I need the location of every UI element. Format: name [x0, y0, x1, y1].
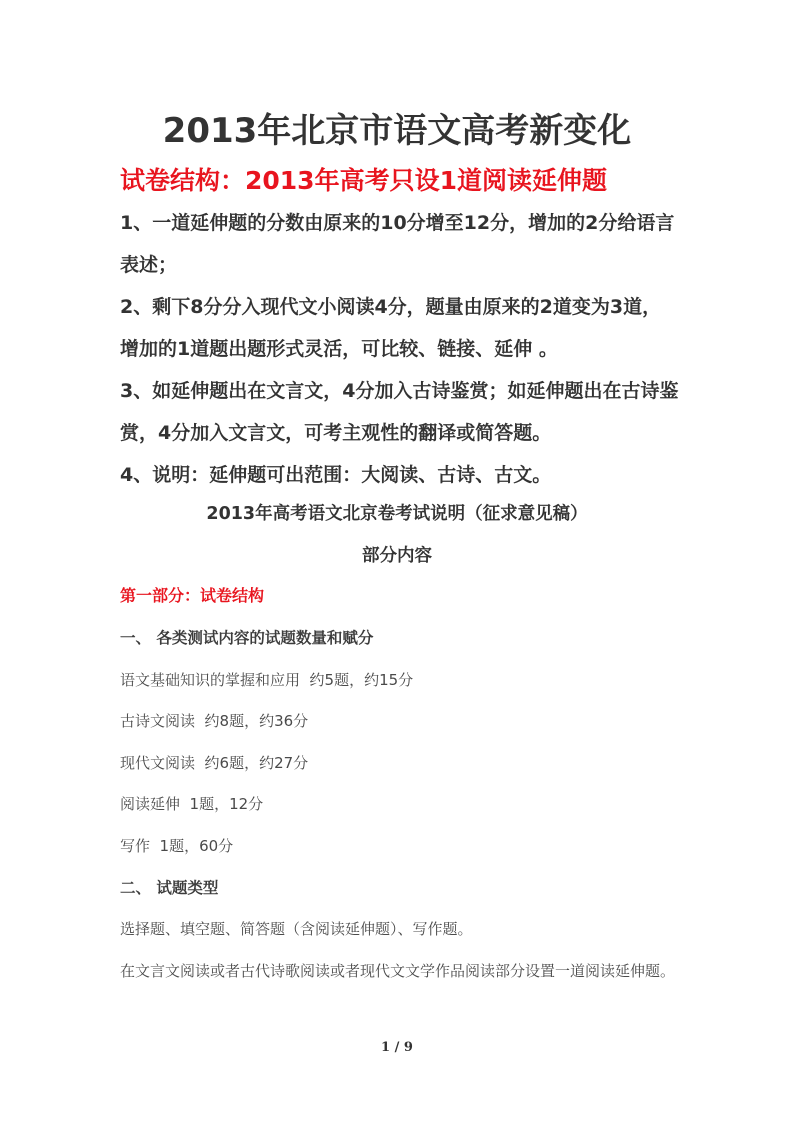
intro-item-1: 1、一道延伸题的分数由原来的10分增至12分，增加的2分给语言表述； [120, 212, 675, 276]
intro-item-3: 3、如延伸题出在文言文，4分加入古诗鉴赏；如延伸题出在古诗鉴赏，4分加入文言文，可考主观性的翻译或简答题。 [120, 380, 679, 444]
section1-line-5: 写作 1题，60分 [120, 837, 234, 855]
section1-line-4: 阅读延伸 1题，12分 [120, 795, 264, 813]
intro-item-4: 4、说明：延伸题可出范围：大阅读、古诗、古文。 [120, 464, 552, 486]
section2-title: 二、 试题类型 [120, 879, 219, 897]
part1-title: 第一部分：试卷结构 [120, 586, 265, 605]
partial-content-heading: 部分内容 [362, 546, 432, 566]
section1-line-2: 古诗文阅读 约8题，约36分 [120, 712, 309, 730]
page-number: 1 / 9 [381, 1040, 413, 1055]
document-title: 2013年北京市语文高考新变化 [162, 111, 632, 151]
section2-paragraph: 在文言文阅读或者古代诗歌阅读或者现代文文学作品阅读部分设置一道阅读延伸题。 [120, 962, 676, 980]
exam-description-heading: 2013年高考语文北京卷考试说明（征求意见稿） [206, 504, 588, 524]
section1-line-1: 语文基础知识的掌握和应用 约5题，约15分 [120, 671, 414, 689]
intro-list [120, 202, 680, 496]
section1-title: 一、 各类测试内容的试题数量和赋分 [120, 629, 374, 647]
red-subtitle: 试卷结构：2013年高考只设1道阅读延伸题 [120, 166, 607, 195]
section2-line-1: 选择题、填空题、简答题（含阅读延伸题）、写作题。 [120, 920, 473, 938]
section1-line-3: 现代文阅读 约6题，约27分 [120, 754, 309, 772]
intro-item-2: 2、剩下8分分入现代文小阅读4分，题量由原来的2道变为3道，增加的1道题出题形式灵活，可比较、链接、延伸 。 [120, 296, 662, 360]
